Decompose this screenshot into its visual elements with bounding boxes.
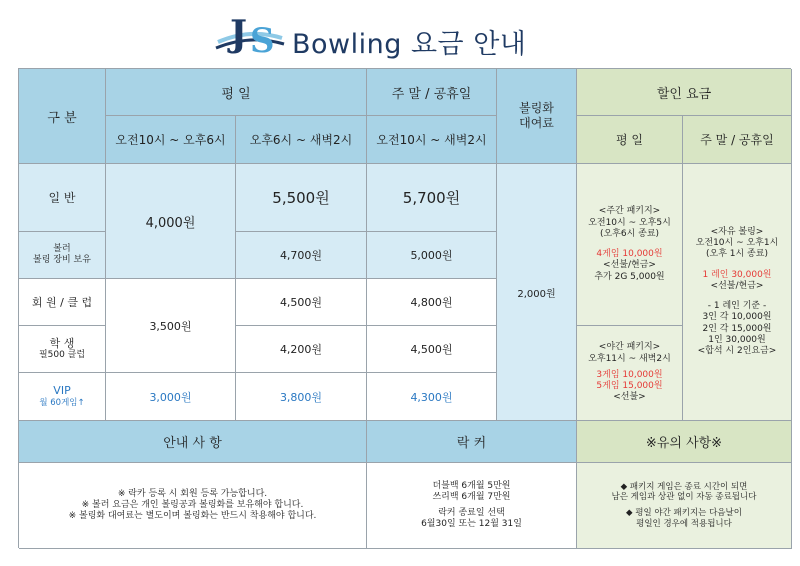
page-title: Bowling 요금 안내 — [292, 29, 527, 60]
weekend-free-bowling: <자유 볼링> 오전10시 ~ 오후1시 (오후 1시 종료) 1 레인 30,000원 <선불/현금> - 1 레인 기준 - 3인 각 10,000원 2인 각 15,000원 1인 30,000원 <합석 시 2인요금> — [683, 164, 792, 421]
row-label-member: 회 원 / 클 럽 — [19, 279, 106, 326]
locker-header: 락 커 — [367, 421, 577, 463]
shoe-rental-header: 볼링화 대여료 — [497, 69, 577, 164]
notice-header: 안내 사 항 — [19, 421, 367, 463]
category-header: 구 분 — [19, 69, 106, 164]
price-table — [18, 68, 791, 548]
caution-body: ◆ 패키지 게임은 종료 시간이 되면 남은 게임과 상관 없이 자동 종료됩니다 ◆ 평일 야간 패키지는 다음날이 평일인 경우에 적용됩니다 — [577, 463, 792, 549]
discount-weekday-header: 평 일 — [577, 116, 683, 164]
row-label-student: 학 생 필500 클럽 — [19, 326, 106, 373]
price-general-bowler-day: 4,000원 — [106, 164, 236, 279]
price-vip-day: 3,000원 — [106, 373, 236, 421]
weekday-header: 평 일 — [106, 69, 367, 116]
price-vip-night: 3,800원 — [236, 373, 367, 421]
js-logo — [214, 8, 286, 62]
time-weekend-header: 오전10시 ~ 새벽2시 — [367, 116, 497, 164]
locker-body: 더블백 6개월 5만원 쓰리백 6개월 7만원 락커 종료일 선택 6월30일 또는 12월 31일 — [367, 463, 577, 549]
price-student-night: 4,200원 — [236, 326, 367, 373]
row-label-bowler: 볼러 볼링 장비 보유 — [19, 232, 106, 279]
row-label-vip: VIP 월 60게임↑ — [19, 373, 106, 421]
price-vip-weekend: 4,300원 — [367, 373, 497, 421]
svg-text:J: J — [230, 13, 248, 55]
price-shoe-rental: 2,000원 — [497, 164, 577, 421]
row-label-general: 일 반 — [19, 164, 106, 232]
page-header — [0, 0, 800, 68]
svg-text:S: S — [250, 21, 275, 61]
weekend-header: 주 말 / 공휴일 — [367, 69, 497, 116]
price-member-night: 4,500원 — [236, 279, 367, 326]
discount-weekend-header: 주 말 / 공휴일 — [683, 116, 792, 164]
price-general-weekend: 5,700원 — [367, 164, 497, 232]
price-general-night: 5,500원 — [236, 164, 367, 232]
price-bowler-night: 4,700원 — [236, 232, 367, 279]
caution-header: ※유의 사항※ — [577, 421, 792, 463]
price-member-student-day: 3,500원 — [106, 279, 236, 373]
price-member-weekend: 4,800원 — [367, 279, 497, 326]
price-bowler-weekend: 5,000원 — [367, 232, 497, 279]
weekday-day-package: <주간 패키지> 오전10시 ~ 오후5시 (오후6시 종료) 4게임 10,000원 <선불/현금> 추가 2G 5,000원 — [577, 164, 683, 326]
time-day-header: 오전10시 ~ 오후6시 — [106, 116, 236, 164]
time-night-header: 오후6시 ~ 새벽2시 — [236, 116, 367, 164]
price-student-weekend: 4,500원 — [367, 326, 497, 373]
weekday-night-package: <야간 패키지> 오후11시 ~ 새벽2시 3게임 10,000원 5게임 15,000원 <선불> — [577, 326, 683, 421]
notice-body: ※ 락카 등록 시 회원 등록 가능합니다. ※ 볼러 요금은 개인 볼링공과 볼링화를 보유해야 합니다. ※ 볼링화 대여료는 별도이며 볼링화는 반드시 착용해야 합니다. — [19, 463, 367, 549]
discount-header: 할인 요금 — [577, 69, 792, 116]
